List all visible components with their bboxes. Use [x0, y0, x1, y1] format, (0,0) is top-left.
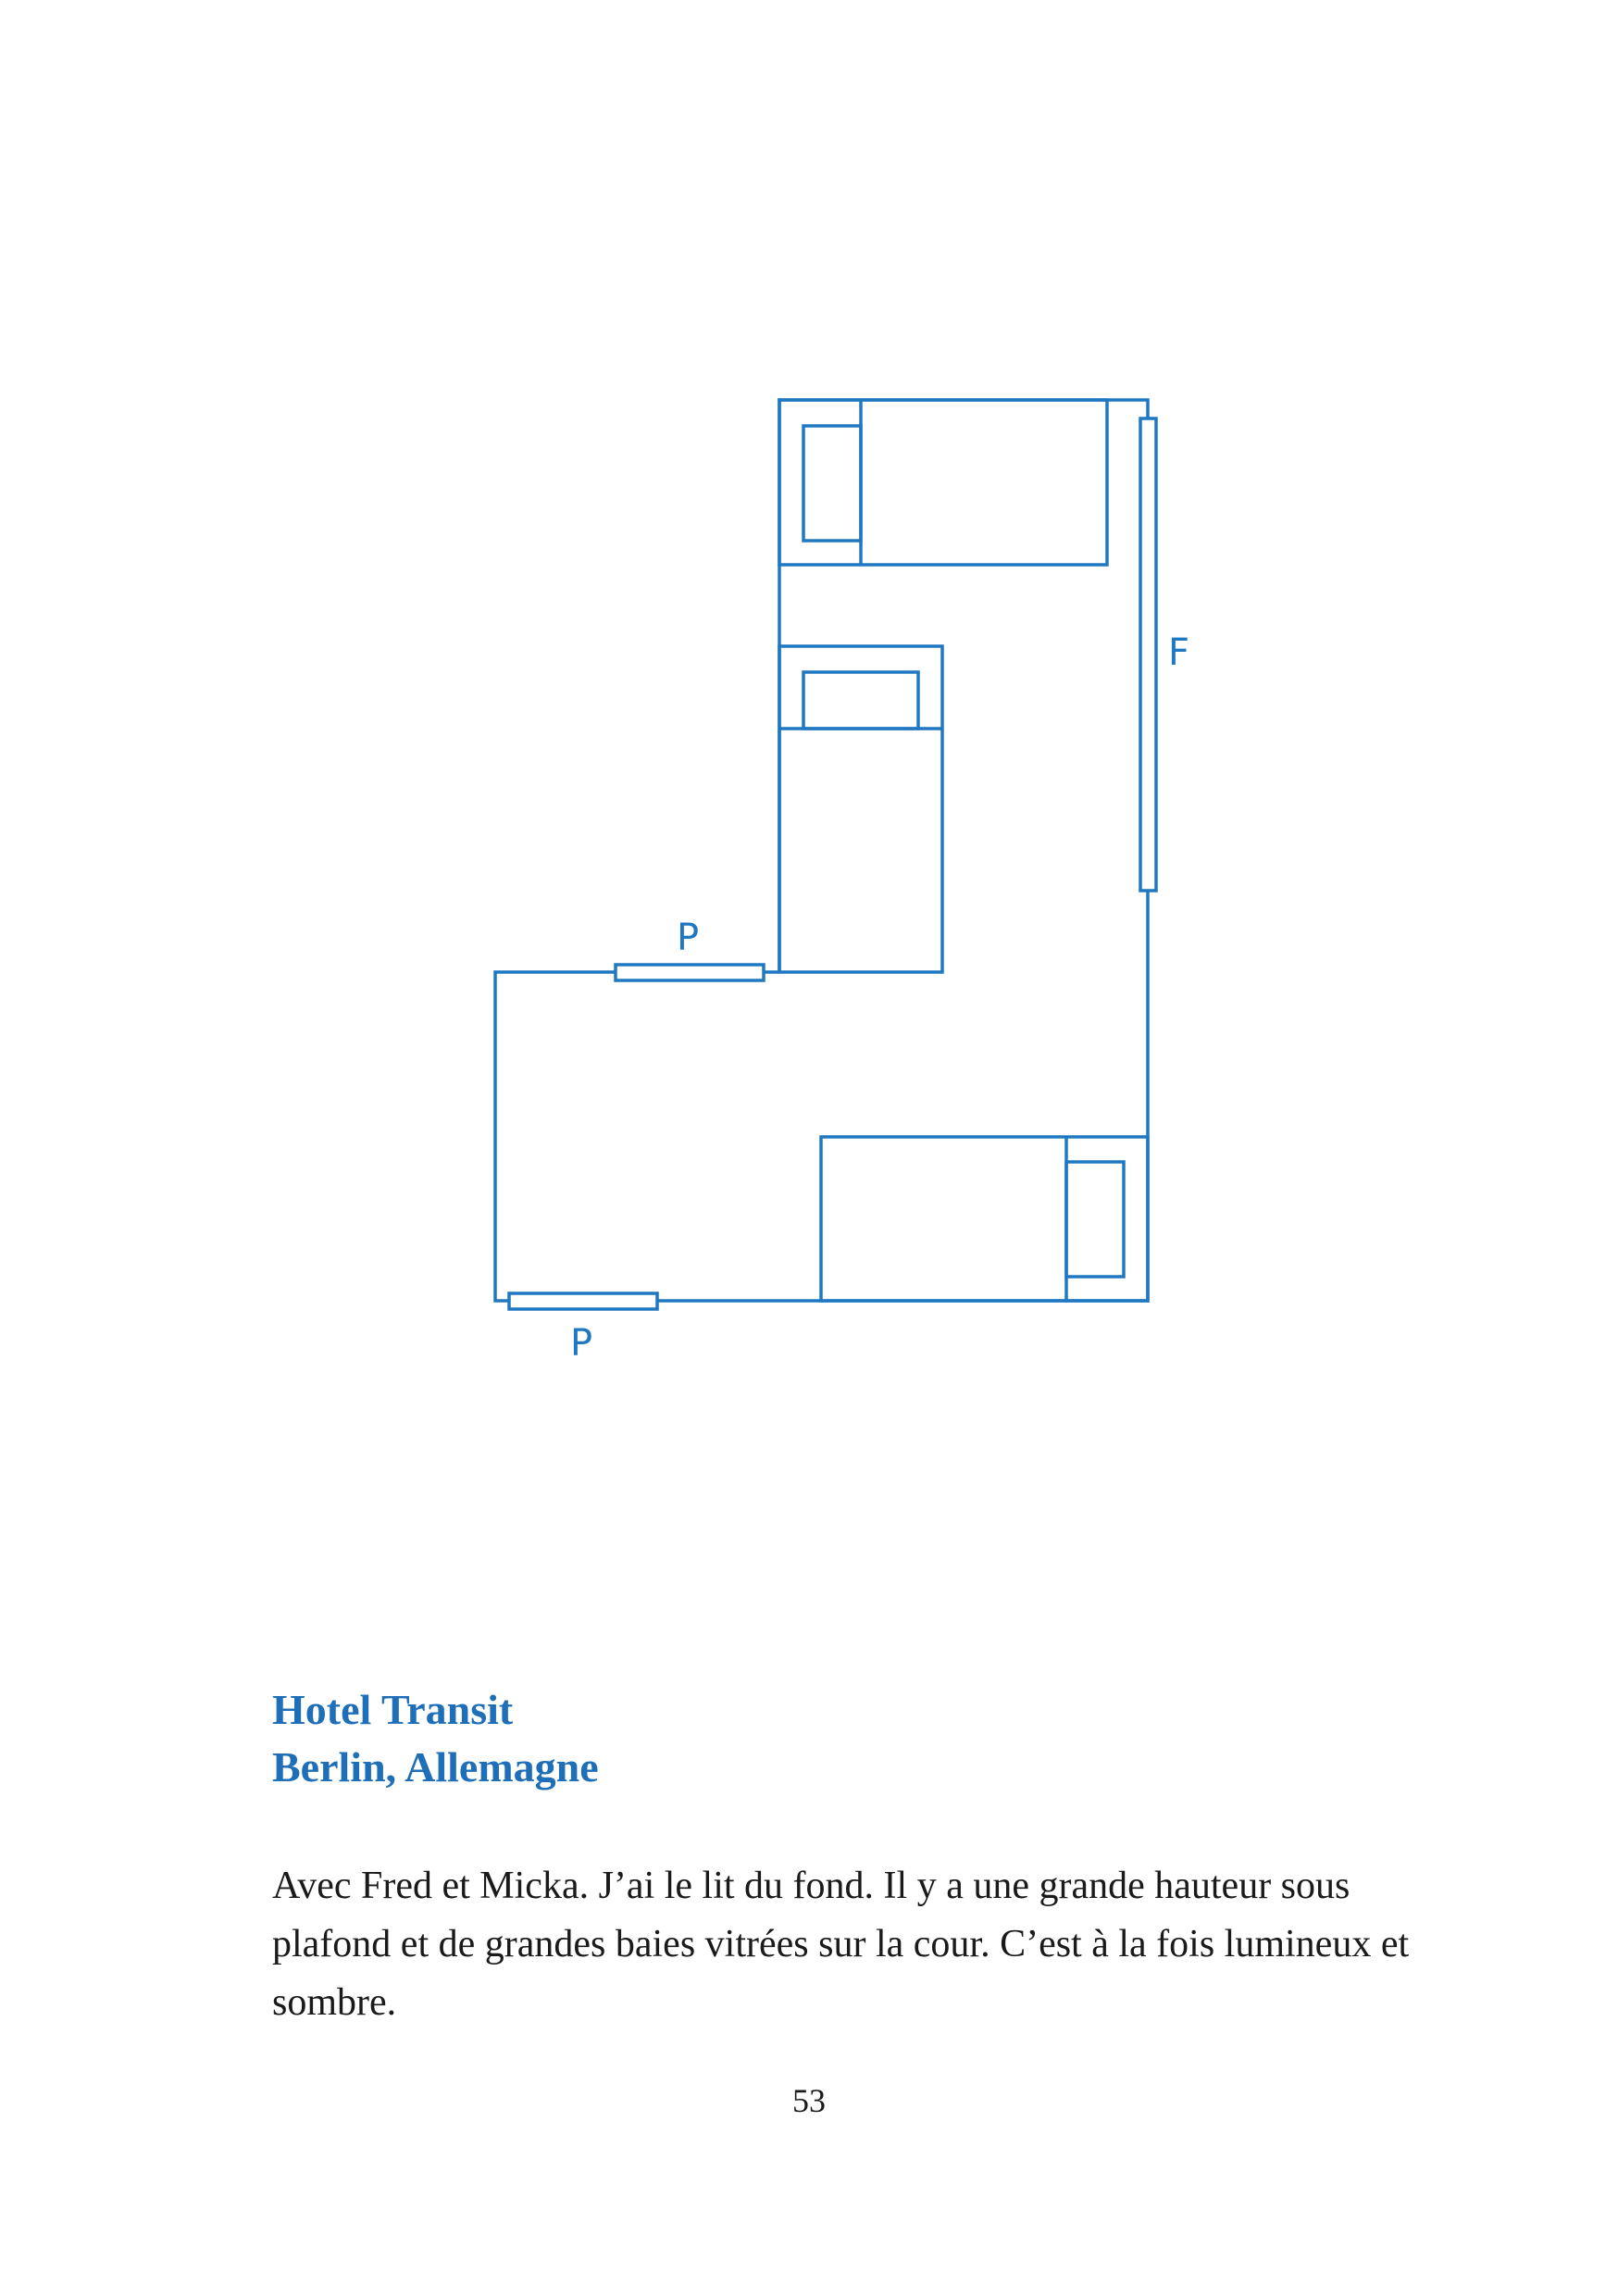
pillow	[803, 672, 918, 729]
heading-hotel-name: Hotel Transit	[272, 1686, 514, 1733]
pillow	[803, 426, 861, 541]
page-number: 53	[792, 2082, 826, 2119]
bed-top	[779, 400, 1107, 565]
window-label: F	[1168, 631, 1190, 674]
bed-bottom	[821, 1137, 1148, 1301]
window	[1140, 418, 1156, 891]
door-top	[616, 965, 764, 980]
pillow	[1066, 1162, 1124, 1277]
door-bottom-label: P	[570, 1322, 593, 1365]
heading-location: Berlin, Allemagne	[272, 1743, 599, 1791]
door-top-label: P	[677, 917, 700, 959]
door-bottom	[509, 1293, 657, 1309]
description-paragraph: Avec Fred et Micka. J’ai le lit du fond. Il y a une grande hauteur sous plafond et de grandes baies vitrées sur la cour. C’est à la fois lumineux et sombre.	[272, 1865, 1410, 2024]
heading	[272, 1681, 599, 1796]
bed-middle	[779, 646, 942, 972]
